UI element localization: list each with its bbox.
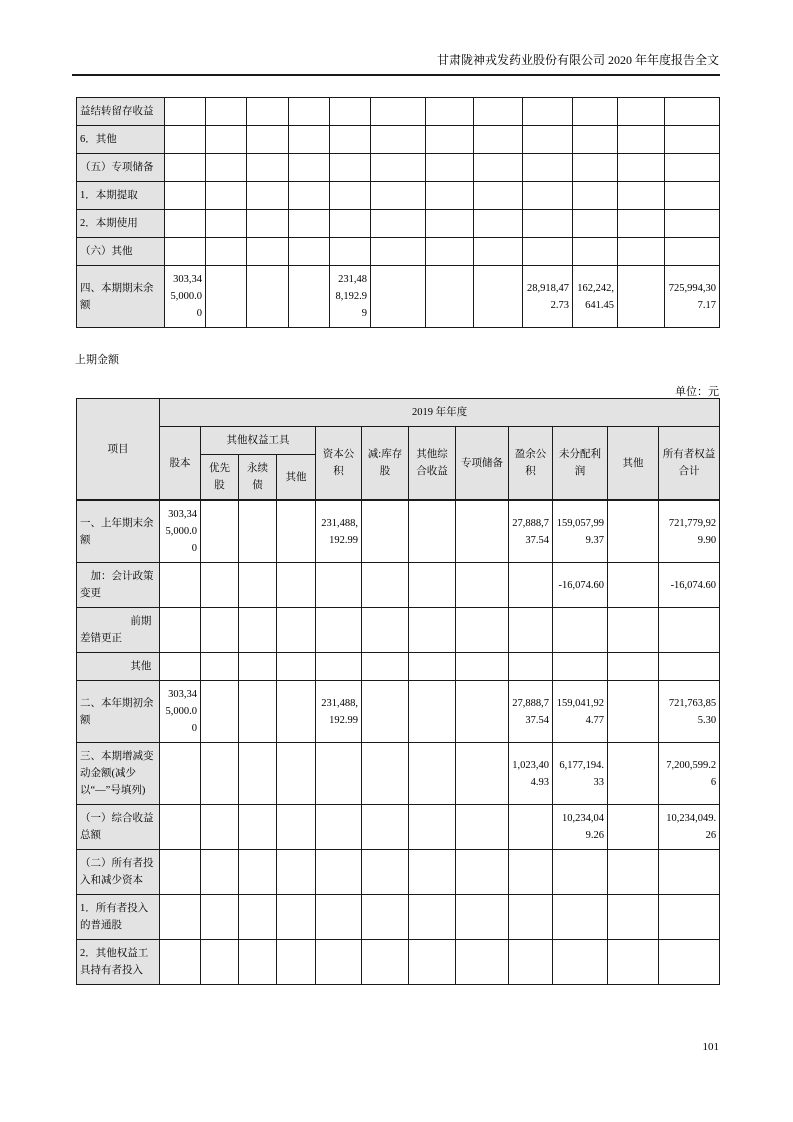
empty-cell: [608, 608, 659, 653]
empty-cell: [277, 805, 316, 850]
empty-cell: [239, 500, 277, 563]
empty-cell: [665, 98, 720, 126]
table-row: [77, 154, 720, 182]
col-header-other-comprehensive-income: 其他综合收益: [409, 427, 456, 501]
empty-cell: [409, 940, 456, 985]
empty-cell: [474, 154, 523, 182]
empty-cell: [608, 895, 659, 940]
prior-period-table-body: [77, 500, 720, 985]
col-header-special-reserve: 专项储备: [456, 427, 509, 501]
empty-cell: [509, 895, 553, 940]
col-header-item: 项目: [77, 399, 160, 501]
empty-cell: [426, 238, 474, 266]
table-row: [77, 238, 720, 266]
row-label: 二、本年期初余额: [77, 681, 160, 743]
empty-cell: [523, 98, 573, 126]
empty-cell: [330, 182, 371, 210]
table-header-row: [77, 427, 720, 455]
empty-cell: [409, 805, 456, 850]
empty-cell: [201, 500, 239, 563]
empty-cell: [277, 681, 316, 743]
empty-cell: [573, 126, 618, 154]
amount-cell: 159,057,999.37: [553, 500, 608, 563]
empty-cell: [201, 895, 239, 940]
empty-cell: [247, 126, 289, 154]
empty-cell: [509, 850, 553, 895]
table-row: [77, 895, 720, 940]
empty-cell: [608, 805, 659, 850]
table-row: [77, 126, 720, 154]
empty-cell: [160, 743, 201, 805]
row-label: （一）综合收益总额: [77, 805, 160, 850]
empty-cell: [371, 238, 426, 266]
empty-cell: [456, 805, 509, 850]
amount-cell: 303,345,000.00: [160, 500, 201, 563]
empty-cell: [362, 653, 409, 681]
empty-cell: [247, 238, 289, 266]
empty-cell: [474, 98, 523, 126]
empty-cell: [247, 182, 289, 210]
empty-cell: [409, 895, 456, 940]
amount-cell: 231,488,192.99: [316, 681, 362, 743]
empty-cell: [247, 98, 289, 126]
empty-cell: [618, 126, 665, 154]
empty-cell: [553, 895, 608, 940]
current-period-table-body: [77, 98, 720, 328]
empty-cell: [330, 210, 371, 238]
table-row: [77, 805, 720, 850]
empty-cell: [474, 182, 523, 210]
empty-cell: [371, 266, 426, 328]
empty-cell: [659, 850, 720, 895]
empty-cell: [362, 681, 409, 743]
empty-cell: [277, 500, 316, 563]
amount-cell: 6,177,194.33: [553, 743, 608, 805]
amount-cell: 27,888,737.54: [509, 500, 553, 563]
col-header-total-owners-equity: 所有者权益合计: [659, 427, 720, 501]
row-label: 四、本期期末余额: [77, 266, 165, 328]
empty-cell: [239, 653, 277, 681]
empty-cell: [659, 940, 720, 985]
empty-cell: [409, 500, 456, 563]
empty-cell: [456, 940, 509, 985]
empty-cell: [573, 238, 618, 266]
empty-cell: [330, 98, 371, 126]
empty-cell: [316, 895, 362, 940]
unit-label: 单位：元: [675, 386, 719, 398]
table-row: [77, 563, 720, 608]
empty-cell: [362, 940, 409, 985]
empty-cell: [247, 210, 289, 238]
empty-cell: [239, 681, 277, 743]
table-row: [77, 940, 720, 985]
empty-cell: [456, 681, 509, 743]
table-row: [77, 210, 720, 238]
empty-cell: [659, 653, 720, 681]
col-header-less-treasury-shares: 减:库存股: [362, 427, 409, 501]
empty-cell: [509, 653, 553, 681]
empty-cell: [277, 895, 316, 940]
empty-cell: [523, 154, 573, 182]
empty-cell: [206, 238, 247, 266]
empty-cell: [239, 850, 277, 895]
empty-cell: [201, 563, 239, 608]
empty-cell: [426, 266, 474, 328]
empty-cell: [618, 154, 665, 182]
empty-cell: [289, 126, 330, 154]
empty-cell: [206, 182, 247, 210]
row-label: 益结转留存收益: [77, 98, 165, 126]
empty-cell: [362, 608, 409, 653]
col-header-preferred-shares: 优先股: [201, 455, 239, 501]
empty-cell: [371, 210, 426, 238]
empty-cell: [509, 563, 553, 608]
empty-cell: [426, 154, 474, 182]
empty-cell: [201, 608, 239, 653]
col-header-surplus-reserve: 盈余公积: [509, 427, 553, 501]
empty-cell: [160, 805, 201, 850]
empty-cell: [206, 266, 247, 328]
empty-cell: [474, 210, 523, 238]
empty-cell: [239, 563, 277, 608]
amount-cell: 27,888,737.54: [509, 681, 553, 743]
empty-cell: [553, 940, 608, 985]
empty-cell: [608, 563, 659, 608]
empty-cell: [523, 238, 573, 266]
table-row: [77, 98, 720, 126]
table-row: [77, 681, 720, 743]
empty-cell: [201, 681, 239, 743]
empty-cell: [316, 805, 362, 850]
empty-cell: [316, 743, 362, 805]
empty-cell: [206, 126, 247, 154]
empty-cell: [160, 653, 201, 681]
empty-cell: [618, 238, 665, 266]
empty-cell: [474, 126, 523, 154]
empty-cell: [289, 266, 330, 328]
col-header-oei-other: 其他: [277, 455, 316, 501]
empty-cell: [165, 154, 206, 182]
row-label: 1．本期提取: [77, 182, 165, 210]
empty-cell: [371, 182, 426, 210]
empty-cell: [426, 126, 474, 154]
empty-cell: [371, 154, 426, 182]
empty-cell: [573, 182, 618, 210]
col-header-period: 2019 年年度: [160, 399, 720, 427]
empty-cell: [509, 805, 553, 850]
empty-cell: [316, 850, 362, 895]
amount-cell: 303,345,000.00: [165, 266, 206, 328]
row-label: （五）专项储备: [77, 154, 165, 182]
row-label: 前期差错更正: [77, 608, 160, 653]
empty-cell: [665, 238, 720, 266]
empty-cell: [316, 563, 362, 608]
empty-cell: [456, 895, 509, 940]
empty-cell: [523, 182, 573, 210]
col-header-other-equity-instruments: 其他权益工具: [201, 427, 316, 455]
amount-cell: 162,242,641.45: [573, 266, 618, 328]
empty-cell: [362, 500, 409, 563]
amount-cell: 231,488,192.99: [316, 500, 362, 563]
empty-cell: [608, 940, 659, 985]
empty-cell: [553, 608, 608, 653]
empty-cell: [277, 940, 316, 985]
empty-cell: [665, 182, 720, 210]
row-label: 一、上年期末余额: [77, 500, 160, 563]
empty-cell: [553, 850, 608, 895]
empty-cell: [409, 653, 456, 681]
empty-cell: [239, 743, 277, 805]
empty-cell: [160, 940, 201, 985]
amount-cell: 10,234,049.26: [553, 805, 608, 850]
empty-cell: [165, 182, 206, 210]
empty-cell: [409, 681, 456, 743]
empty-cell: [618, 182, 665, 210]
amount-cell: 303,345,000.00: [160, 681, 201, 743]
row-label: 1．所有者投入的普通股: [77, 895, 160, 940]
table-header-row: [77, 399, 720, 427]
empty-cell: [160, 850, 201, 895]
empty-cell: [201, 653, 239, 681]
empty-cell: [239, 895, 277, 940]
row-label: 2．本期使用: [77, 210, 165, 238]
empty-cell: [409, 850, 456, 895]
empty-cell: [608, 681, 659, 743]
empty-cell: [277, 653, 316, 681]
row-label: 三、本期增减变动金额(减少以“—”号填列): [77, 743, 160, 805]
empty-cell: [362, 895, 409, 940]
amount-cell: -16,074.60: [553, 563, 608, 608]
empty-cell: [371, 98, 426, 126]
amount-cell: 721,779,929.90: [659, 500, 720, 563]
empty-cell: [509, 608, 553, 653]
amount-cell: 10,234,049.26: [659, 805, 720, 850]
empty-cell: [316, 653, 362, 681]
empty-cell: [206, 98, 247, 126]
col-header-perpetual-bonds: 永续债: [239, 455, 277, 501]
empty-cell: [509, 940, 553, 985]
row-label: 2．其他权益工具持有者投入: [77, 940, 160, 985]
empty-cell: [474, 238, 523, 266]
prior-period-section-label: 上期金额: [75, 354, 119, 366]
header-rule: [72, 74, 720, 76]
empty-cell: [573, 98, 618, 126]
page-number: 101: [702, 1041, 719, 1053]
table-row: [77, 653, 720, 681]
empty-cell: [608, 743, 659, 805]
empty-cell: [165, 126, 206, 154]
empty-cell: [362, 805, 409, 850]
empty-cell: [165, 98, 206, 126]
empty-cell: [608, 653, 659, 681]
table-row: [77, 608, 720, 653]
empty-cell: [289, 154, 330, 182]
empty-cell: [409, 743, 456, 805]
empty-cell: [474, 266, 523, 328]
empty-cell: [160, 608, 201, 653]
amount-cell: 1,023,404.93: [509, 743, 553, 805]
empty-cell: [330, 154, 371, 182]
empty-cell: [665, 210, 720, 238]
amount-cell: 725,994,307.17: [665, 266, 720, 328]
empty-cell: [206, 210, 247, 238]
empty-cell: [289, 182, 330, 210]
empty-cell: [160, 563, 201, 608]
table-row: [77, 850, 720, 895]
empty-cell: [277, 743, 316, 805]
col-header-other: 其他: [608, 427, 659, 501]
empty-cell: [618, 98, 665, 126]
empty-cell: [456, 743, 509, 805]
empty-cell: [456, 608, 509, 653]
empty-cell: [289, 210, 330, 238]
empty-cell: [362, 850, 409, 895]
empty-cell: [456, 850, 509, 895]
table-row: [77, 743, 720, 805]
empty-cell: [573, 154, 618, 182]
empty-cell: [362, 563, 409, 608]
empty-cell: [201, 850, 239, 895]
empty-cell: [456, 653, 509, 681]
empty-cell: [371, 126, 426, 154]
empty-cell: [277, 850, 316, 895]
empty-cell: [289, 98, 330, 126]
empty-cell: [456, 500, 509, 563]
amount-cell: 7,200,599.26: [659, 743, 720, 805]
col-header-undistributed-profit: 未分配利润: [553, 427, 608, 501]
empty-cell: [665, 126, 720, 154]
row-label: 其他: [77, 653, 160, 681]
amount-cell: 231,488,192.99: [330, 266, 371, 328]
equity-statement-current-period-table: [76, 97, 720, 328]
empty-cell: [409, 608, 456, 653]
empty-cell: [277, 563, 316, 608]
empty-cell: [659, 608, 720, 653]
empty-cell: [316, 608, 362, 653]
empty-cell: [426, 182, 474, 210]
empty-cell: [618, 210, 665, 238]
row-label: 6．其他: [77, 126, 165, 154]
prior-period-table-header: [77, 399, 720, 501]
empty-cell: [206, 154, 247, 182]
empty-cell: [247, 154, 289, 182]
table-row: [77, 182, 720, 210]
empty-cell: [289, 238, 330, 266]
empty-cell: [426, 98, 474, 126]
amount-cell: 159,041,924.77: [553, 681, 608, 743]
page-header-title: 甘肃陇神戎发药业股份有限公司 2020 年年度报告全文: [436, 53, 719, 67]
row-label: （六）其他: [77, 238, 165, 266]
empty-cell: [316, 940, 362, 985]
empty-cell: [523, 210, 573, 238]
amount-cell: 721,763,855.30: [659, 681, 720, 743]
empty-cell: [165, 210, 206, 238]
empty-cell: [330, 238, 371, 266]
empty-cell: [247, 266, 289, 328]
empty-cell: [618, 266, 665, 328]
empty-cell: [523, 126, 573, 154]
col-header-share-capital: 股本: [160, 427, 201, 501]
empty-cell: [665, 154, 720, 182]
empty-cell: [608, 850, 659, 895]
equity-statement-prior-period-table: [76, 398, 720, 985]
table-row: [77, 266, 720, 328]
empty-cell: [239, 608, 277, 653]
empty-cell: [277, 608, 316, 653]
empty-cell: [330, 126, 371, 154]
empty-cell: [201, 743, 239, 805]
empty-cell: [239, 805, 277, 850]
empty-cell: [608, 500, 659, 563]
empty-cell: [201, 805, 239, 850]
empty-cell: [553, 653, 608, 681]
table-row: [77, 500, 720, 563]
empty-cell: [239, 940, 277, 985]
row-label: 加：会计政策变更: [77, 563, 160, 608]
amount-cell: -16,074.60: [659, 563, 720, 608]
row-label: （二）所有者投入和减少资本: [77, 850, 160, 895]
col-header-capital-reserve: 资本公积: [316, 427, 362, 501]
amount-cell: 28,918,472.73: [523, 266, 573, 328]
empty-cell: [160, 895, 201, 940]
empty-cell: [201, 940, 239, 985]
empty-cell: [362, 743, 409, 805]
empty-cell: [165, 238, 206, 266]
empty-cell: [456, 563, 509, 608]
empty-cell: [426, 210, 474, 238]
empty-cell: [659, 895, 720, 940]
empty-cell: [409, 563, 456, 608]
empty-cell: [573, 210, 618, 238]
